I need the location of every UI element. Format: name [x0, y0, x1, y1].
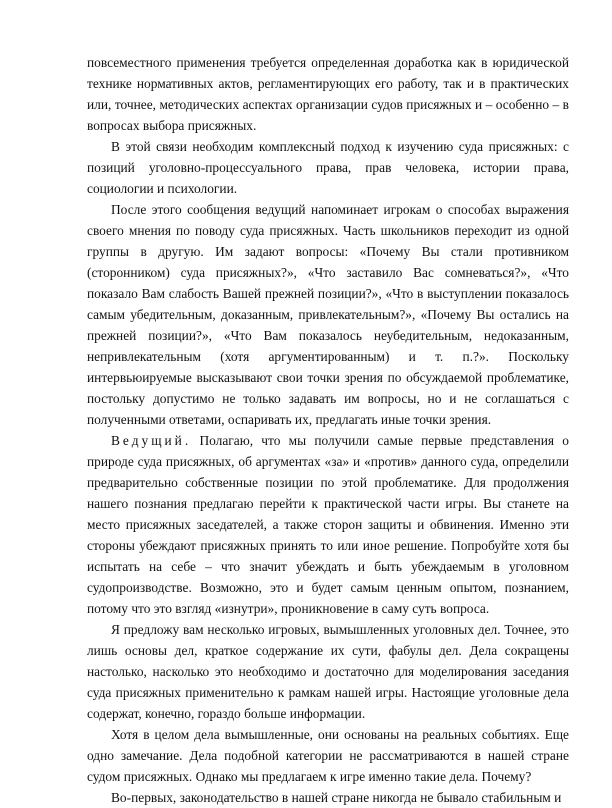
- speaker-text: Полагаю, что мы получили самые первые представления о природе суда присяжных, об аргументах «за» и «против» данного суда, определили предварительно собственные позиции по этой проблематике. Для продолжения нашего познания предлагаю перейти к практической части игры. Вы станете на место присяжных заседателей, а также сторон защиты и обвинения. Именно эти стороны убеждают присяжных принять то или иное решение. Попробуйте хотя бы испытать на себе – что значит убеждать и быть убеждаемым в уголовном судопроизводстве. Возможно, это и будет самым ценным опытом, познанием, потому что это взгляд «изнутри», проникновение в саму суть вопроса.: [87, 433, 569, 616]
- paragraph-1: повсеместного применения требуется определенная доработка как в юридической технике нормативных актов, регламентирующих его работу, так и в практических или, точнее, методических аспектах организации судов присяжных и – особенно – в вопросах выбора присяжных.: [87, 55, 569, 133]
- paragraph-5: Я предложу вам несколько игровых, вымышленных уголовных дел. Точнее, это лишь основы дел, краткое содержание их сути, фабулы дел. Дела сокращены настолько, насколько это необходимо и достаточно для моделирования заседания суда присяжных применительно к рамкам нашей игры. Настоящие уголовные дела содержат, конечно, гораздо больше информации.: [87, 622, 569, 721]
- paragraph-2: В этой связи необходим комплексный подход к изучению суда присяжных: с позиций уголовно-процессуального права, прав человека, истории права, социологии и психологии.: [87, 139, 569, 196]
- speaker-label: Ведущий.: [111, 433, 192, 448]
- paragraph-4: [87, 430, 569, 619]
- paragraph-3: После этого сообщения ведущий напоминает игрокам о способах выражения своего мнения по поводу суда присяжных. Часть школьников переходит из одной группы в другую. Им задают вопросы: «Почему Вы стали противником (сторонником) суда присяжных?», «Что заставило Вас сомневаться?», «Что показало Вам слабость Вашей прежней позиции?», «Что в выступлении показалось самым убедительным, доказанным, привлекательным?», «Почему Вы остались на прежней позиции?», «Что Вам показалось неубедительным, недоказанным, непривлекательным (хотя аргументированным) и т. п.?». Поскольку интервьюируемые высказывают свои точки зрения по обсуждаемой проблематике, постольку допустимо не только задавать им вопросы, но и не соглашаться с полученными ответами, оспаривать их, предлагать иные точки зрения.: [87, 202, 569, 427]
- paragraph-6: Хотя в целом дела вымышленные, они основаны на реальных событиях. Еще одно замечание. Дела подобной категории не рассматриваются в нашей стране судом присяжных. Однако мы предлагаем к игре именно такие дела. Почему?: [87, 727, 569, 784]
- paragraph-7: Во-первых, законодательство в нашей стране никогда не бывало стабильным и: [111, 790, 562, 805]
